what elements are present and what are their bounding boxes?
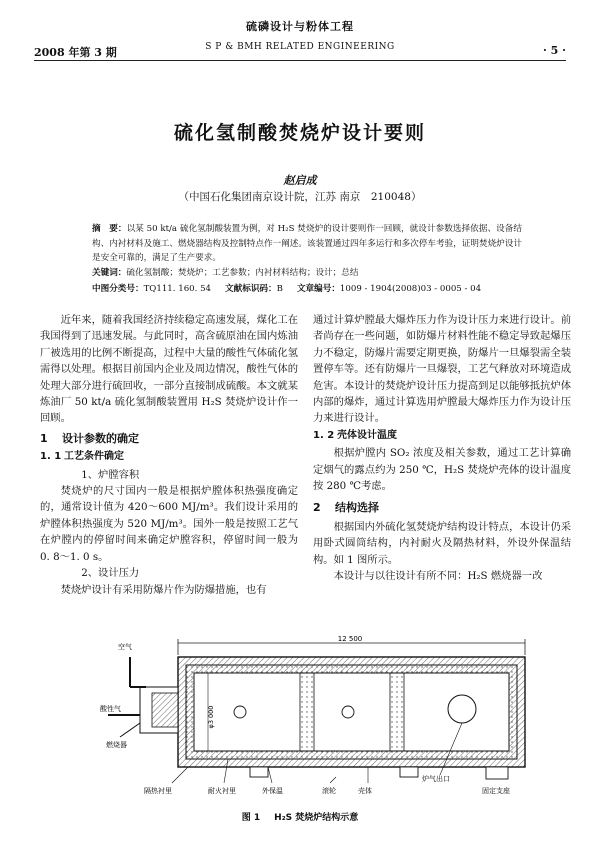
article-id-label: 文章编号： (296, 284, 340, 294)
label-burner: 燃烧器 (106, 741, 127, 749)
burner-throat (152, 693, 178, 727)
leader-outer-insulation (268, 767, 272, 783)
dim-diameter-label: φ3 000 (207, 705, 215, 729)
section-1-1-heading (40, 449, 298, 465)
journal-title-cn: 硫磷设计与粉体工程 (246, 20, 354, 33)
baffle-wall-2 (390, 673, 404, 751)
article-id (297, 282, 481, 294)
fixed-support-shape (486, 767, 508, 779)
furnace-diagram (100, 635, 540, 805)
furnace-volume-paragraph: 焚烧炉的尺寸国内一般是根据炉膛体积热强度确定的，通常设计值为 420～600 MJ/m³。我们设计采用的炉膛体积热强度为 520 MJ/m³。国外一般是按照工艺气在炉膛内的停留时间来确定炉膛容积，停留时间一般为 0. 8～1. 0 s。 (40, 485, 298, 563)
leader-roller (330, 777, 336, 783)
peephole-2 (342, 706, 354, 718)
doc-code-value: B (276, 284, 283, 294)
doc-code-label: 文献标识码： (225, 284, 277, 294)
abstract-text: 以某 50 kt/a 硫化氢制酸装置为例，对 H₂S 焚烧炉的设计要则作一回顾，就设计参数选择依据、设备结构、内衬材料及施工、燃烧器结构及控制特点作一阐述。该装置通过四年多运行和多次停车考验，证明焚烧炉设计是安全可靠的，满足了生产要求。 (92, 224, 522, 263)
label-gas-outlet: 炉气出口 (422, 775, 450, 783)
article-id-value: 1009 - 1904(2008)03 - 0005 - 04 (339, 284, 482, 294)
structure-paragraph: 根据国内外硫化氢焚烧炉结构设计特点，本设计仍采用卧式圆筒结构，内衬耐火及隔热材料，外设外保温结构。如 1 图所示。 (313, 520, 571, 566)
peephole-1 (234, 706, 246, 718)
section-1-1-number: 1. 1 (40, 451, 62, 463)
label-air: 空气 (118, 643, 132, 651)
dim-length-label: 12 500 (337, 635, 363, 643)
roller-support-1 (250, 767, 268, 777)
clc-label: 中图分类号： (92, 284, 144, 294)
section-1-1-title: 工艺条件确定 (64, 451, 124, 463)
keywords-label: 关键词： (92, 268, 127, 278)
section-1-title: 设计参数的确定 (62, 431, 139, 445)
article-title: 硫化氢制酸焚烧炉设计要则 (173, 122, 426, 144)
structure-paragraph-2: 本设计与以往设计有所不同：H₂S 燃烧器一改 (333, 570, 543, 583)
label-insulating-lining: 隔热衬里 (144, 787, 172, 795)
label-roller: 滚轮 (322, 787, 336, 795)
section-1-2-number: 1. 2 (313, 429, 335, 441)
figure-caption-text: H₂S 焚烧炉结构示意 (274, 813, 359, 823)
section-1-2-heading (313, 428, 571, 444)
page-number: · 5 · (543, 44, 566, 57)
section-1-number: 1 (40, 431, 48, 445)
header-rule (34, 60, 566, 61)
label-outer-insulation: 外保温 (262, 787, 283, 795)
section-2-title: 结构选择 (335, 501, 379, 515)
classification-line (92, 282, 562, 294)
article-author: 赵启成 (283, 174, 317, 187)
section-1-heading (40, 431, 298, 447)
clc-value: TQ111. 160. 54 (143, 284, 212, 294)
doc-code (225, 282, 283, 294)
section-2-heading (313, 500, 571, 516)
baffle-wall-1 (300, 673, 314, 751)
author-affiliation: （中国石化集团南京设计院，江苏 南京 210048） (178, 191, 422, 203)
abstract-label: 摘 要： (92, 224, 127, 234)
issue-label: 2008 年第 3 期 (34, 46, 117, 59)
label-refractory-lining: 耐火衬里 (208, 787, 236, 795)
design-pressure-paragraph-cont: 通过计算炉膛最大爆炸压力作为设计压力来进行设计。前者尚存在一些问题，如防爆片材料性能不稳定导致起爆压力不稳定，防爆片需要定期更换，防爆片一旦爆裂需全装置停车等。还有防爆片一旦爆裂，工艺气释放对环境造成危害。本设计的焚烧炉设计压力提高到足以能够抵抗炉体内部的爆炸，通过计算选用炉膛最大爆炸压力作为设计压力来进行设计。 (313, 314, 571, 425)
body-column-left (40, 312, 298, 598)
figure-caption (0, 810, 600, 823)
leader-insulating-lining (172, 767, 188, 783)
label-shell: 壳体 (358, 787, 372, 795)
subsection-design-pressure: 2、设计压力 (81, 567, 140, 580)
keywords-text: 硫化氢制酸；焚烧炉；工艺参数；内衬材料结构；设计；总结 (126, 268, 359, 278)
gas-outlet-opening (448, 695, 476, 723)
keywords (92, 266, 522, 278)
section-2-number: 2 (313, 501, 321, 515)
label-acid-gas: 酸性气 (100, 705, 121, 713)
body-column-right (313, 312, 571, 585)
clc-code (92, 282, 211, 294)
shell-temperature-paragraph: 根据炉膛内 SO₂ 浓度及相关参数，通过工艺计算确定烟气的露点约为 250 ℃，H₂S 焚烧炉壳体的设计温度按 280 ℃考虑。 (313, 447, 571, 493)
burner-leader (120, 723, 140, 737)
section-1-2-title: 壳体设计温度 (337, 429, 397, 441)
roller-support-2 (400, 767, 418, 777)
figure-number: 图 1 (241, 813, 261, 823)
subsection-furnace-volume: 1、炉膛容积 (81, 468, 140, 481)
abstract (92, 222, 522, 266)
journal-title-en: S P & BMH RELATED ENGINEERING (205, 42, 395, 52)
label-fixed-support: 固定支座 (482, 787, 510, 795)
design-pressure-paragraph: 焚烧炉设计有采用防爆片作为防爆措施，也有 (60, 583, 267, 596)
intro-paragraph: 近年来，随着我国经济持续稳定高速发展，煤化工在我国得到了迅速发展。与此同时，高含硫原油在国内炼油厂被选用的比例不断提高，过程中大量的酸性气体硫化氢需得以处理。根据目前国内企业及周边情况，酸性气体的处理大部分进行硫回收，一部分直接制成硫酸。本文就某炼油厂 50 kt/a 硫化氢制酸装置用 H₂S 焚烧炉设计作一回顾。 (40, 314, 298, 425)
